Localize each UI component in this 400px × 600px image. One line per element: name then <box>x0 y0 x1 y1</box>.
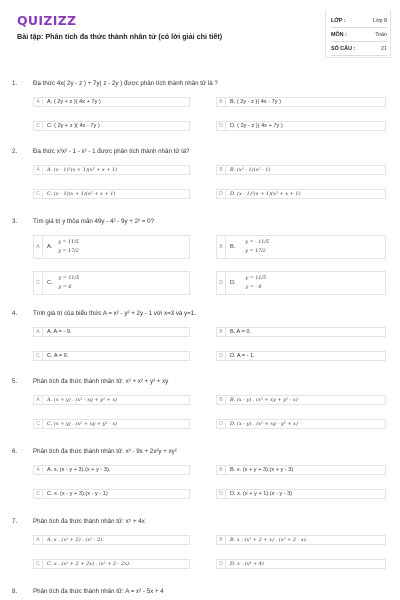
option-a[interactable] <box>33 97 190 107</box>
option-letter: D <box>217 420 226 428</box>
meta-panel <box>331 14 387 56</box>
option-c[interactable] <box>33 351 190 361</box>
option-a[interactable] <box>33 327 190 337</box>
question-number: 5. <box>12 378 18 385</box>
option-text: D. x . (x⁴ + 4) <box>230 561 264 567</box>
option-equation-stack <box>58 238 79 256</box>
option-d[interactable] <box>216 559 386 569</box>
option-text: A. <box>47 244 53 250</box>
option-text: D. (x - 1)²(x + 1)(x² + x + 1) <box>230 191 301 197</box>
equation-line: y = 6 <box>58 285 72 290</box>
option-c[interactable] <box>33 271 190 295</box>
equation-line: y = - 6 <box>245 285 262 290</box>
equation-line: y = 11/5 <box>58 240 79 245</box>
option-letter: C <box>34 272 43 294</box>
quizizz-logo: QUIZIZZ <box>17 13 77 28</box>
equation-line: y = 11/5 <box>58 276 80 281</box>
meta-label: MÔN : <box>331 31 347 38</box>
option-letter: A <box>34 536 43 544</box>
option-c[interactable] <box>33 121 190 131</box>
option-text: D. x. (x + y + 1).(x - y - 3) <box>230 491 293 497</box>
option-text: D. (x - y) . (x² + xy - y² + x) <box>230 421 298 427</box>
question-number: 4. <box>12 310 18 317</box>
option-letter: A <box>34 328 43 336</box>
option-b[interactable] <box>216 395 386 405</box>
option-letter: C <box>34 560 43 568</box>
question-number: 8. <box>12 588 18 595</box>
option-letter: B <box>217 536 226 544</box>
question-number: 2. <box>12 148 18 155</box>
option-letter: B <box>217 98 226 106</box>
option-text: B. <box>230 244 236 250</box>
question-text: Đa thức 4x( 2y - z ) + 7y( z - 2y ) được phân tích thành nhân tử là ? <box>33 80 218 87</box>
option-b[interactable] <box>216 465 386 475</box>
equation-line: y = 17/2 <box>245 249 266 254</box>
option-letter: A <box>34 98 43 106</box>
equation-line: y = - 11/5 <box>245 240 269 245</box>
worksheet-title: Bài tập: Phân tích đa thức thành nhân tử (có lời giải chi tiết) <box>17 32 223 41</box>
question-number: 7. <box>12 518 18 525</box>
option-text: A. (x - 1)²(x + 1)(x² + x + 1) <box>47 167 118 173</box>
option-d[interactable] <box>216 189 386 199</box>
option-d[interactable] <box>216 121 386 131</box>
option-text: A. (x + y) . (x² - xy + y² + x) <box>47 397 118 403</box>
option-d[interactable] <box>216 351 386 361</box>
option-letter: D <box>217 490 226 498</box>
option-d[interactable] <box>216 489 386 499</box>
option-text: C. <box>47 280 53 286</box>
question-text: Phân tích đa thức thành nhân tử: A = x² - 5x + 4 <box>33 588 164 595</box>
meta-value: Lớp 8 <box>372 17 387 24</box>
question-text: Đa thức x³x² - 1 - x² - 1 được phân tích thành nhân tử là? <box>33 148 190 155</box>
question-text: Tính giá trị của biểu thức A = x² - y² + 2y - 1 với x=3 và y=1. <box>33 310 196 317</box>
option-text: A. x. (x - y + 3).(x + y - 3). <box>47 467 111 473</box>
option-text: B. A = 0. <box>230 329 251 335</box>
option-letter: D <box>217 190 226 198</box>
option-letter: B <box>217 236 226 258</box>
meta-value: 21 <box>381 45 387 52</box>
option-text: B. (x³ - 1)(x² - 1) <box>230 167 271 173</box>
meta-row-subject <box>331 28 387 42</box>
equation-line: y = 17/2 <box>58 249 79 254</box>
worksheet-header <box>0 0 400 62</box>
option-equation-stack <box>59 274 80 292</box>
question-number: 3. <box>12 218 18 225</box>
option-text: B. x . (x² + 2 + x) . (x² + 2 - x). <box>230 537 308 543</box>
option-d[interactable] <box>216 271 386 295</box>
option-a[interactable] <box>33 465 190 475</box>
option-letter: B <box>217 396 226 404</box>
option-a[interactable] <box>33 395 190 405</box>
question-text: Phân tích đa thức thành nhân tử: x³ - 9x + 2x²y + xy² <box>33 448 177 455</box>
option-b[interactable] <box>216 235 386 259</box>
question-number: 6. <box>12 448 18 455</box>
option-letter: D <box>217 560 226 568</box>
option-letter: A <box>34 166 43 174</box>
option-text: C. (x + y) . (x² + xy + y² - x) <box>47 421 118 427</box>
option-b[interactable] <box>216 165 386 175</box>
option-text: C. (x - 1)(x + 1)(x² + x + 1) <box>47 191 116 197</box>
question-number: 1. <box>12 80 18 87</box>
option-b[interactable] <box>216 327 386 337</box>
option-letter: A <box>34 236 43 258</box>
option-text: C. A = 9. <box>47 353 69 359</box>
option-equation-stack <box>246 274 267 292</box>
option-letter: D <box>217 272 226 294</box>
question-text: Phân tích đa thức thành nhân tử: x⁵ + 4x <box>33 518 145 525</box>
option-c[interactable] <box>33 419 190 429</box>
option-c[interactable] <box>33 189 190 199</box>
option-letter: B <box>217 166 226 174</box>
option-b[interactable] <box>216 97 386 107</box>
option-text: C. x . (x² + 2 + 2x) . (x² + 2 - 2x). <box>47 561 131 567</box>
option-text: B. x. (x + y + 3).(x + y - 3) <box>230 467 294 473</box>
option-d[interactable] <box>216 419 386 429</box>
meta-label: SỐ CÂU : <box>331 45 356 52</box>
meta-row-count <box>331 42 387 56</box>
option-text: A. x . (x² + 2) . (x² - 2). <box>47 537 104 543</box>
option-letter: C <box>34 490 43 498</box>
meta-label: LỚP : <box>331 17 346 24</box>
option-letter: D <box>217 122 226 130</box>
meta-value: Toán <box>375 31 387 38</box>
option-text: D. A = - 1. <box>230 353 255 359</box>
option-letter: C <box>34 352 43 360</box>
option-text: C. x. (x - y + 3).(x - y - 1) <box>47 491 108 497</box>
option-letter: C <box>34 420 43 428</box>
option-letter: C <box>34 122 43 130</box>
option-equation-stack <box>245 238 269 256</box>
option-text: A. A = - 9. <box>47 329 72 335</box>
equation-line: y = 11/5 <box>245 276 267 281</box>
option-text: D. ( 2y - z )( 4x + 7y ) <box>230 123 283 129</box>
option-letter: B <box>217 466 226 474</box>
option-text: C. ( 2y + z )( 4x - 7y ) <box>47 123 100 129</box>
option-a[interactable] <box>33 535 190 545</box>
question-text: Phân tích đa thức thành nhân tử: x³ + x² + y³ + xy <box>33 378 169 385</box>
option-a[interactable] <box>33 235 190 259</box>
option-c[interactable] <box>33 489 190 499</box>
option-letter: C <box>34 190 43 198</box>
option-letter: B <box>217 328 226 336</box>
option-letter: A <box>34 396 43 404</box>
meta-row-grade <box>331 14 387 28</box>
option-a[interactable] <box>33 165 190 175</box>
option-text: A. ( 2y + z )( 4x + 7y ) <box>47 99 101 105</box>
option-letter: A <box>34 466 43 474</box>
option-text: B. (x - y) . (x² + xy + y² - x) <box>230 397 298 403</box>
option-text: D. <box>230 280 236 286</box>
option-letter: D <box>217 352 226 360</box>
option-c[interactable] <box>33 559 190 569</box>
question-text: Tìm giá trị y thỏa mãn 49y - 4² - 9y + 2² = 0? <box>33 218 155 225</box>
option-b[interactable] <box>216 535 386 545</box>
option-text: B. ( 2y - z )( 4x - 7y ) <box>230 99 281 105</box>
